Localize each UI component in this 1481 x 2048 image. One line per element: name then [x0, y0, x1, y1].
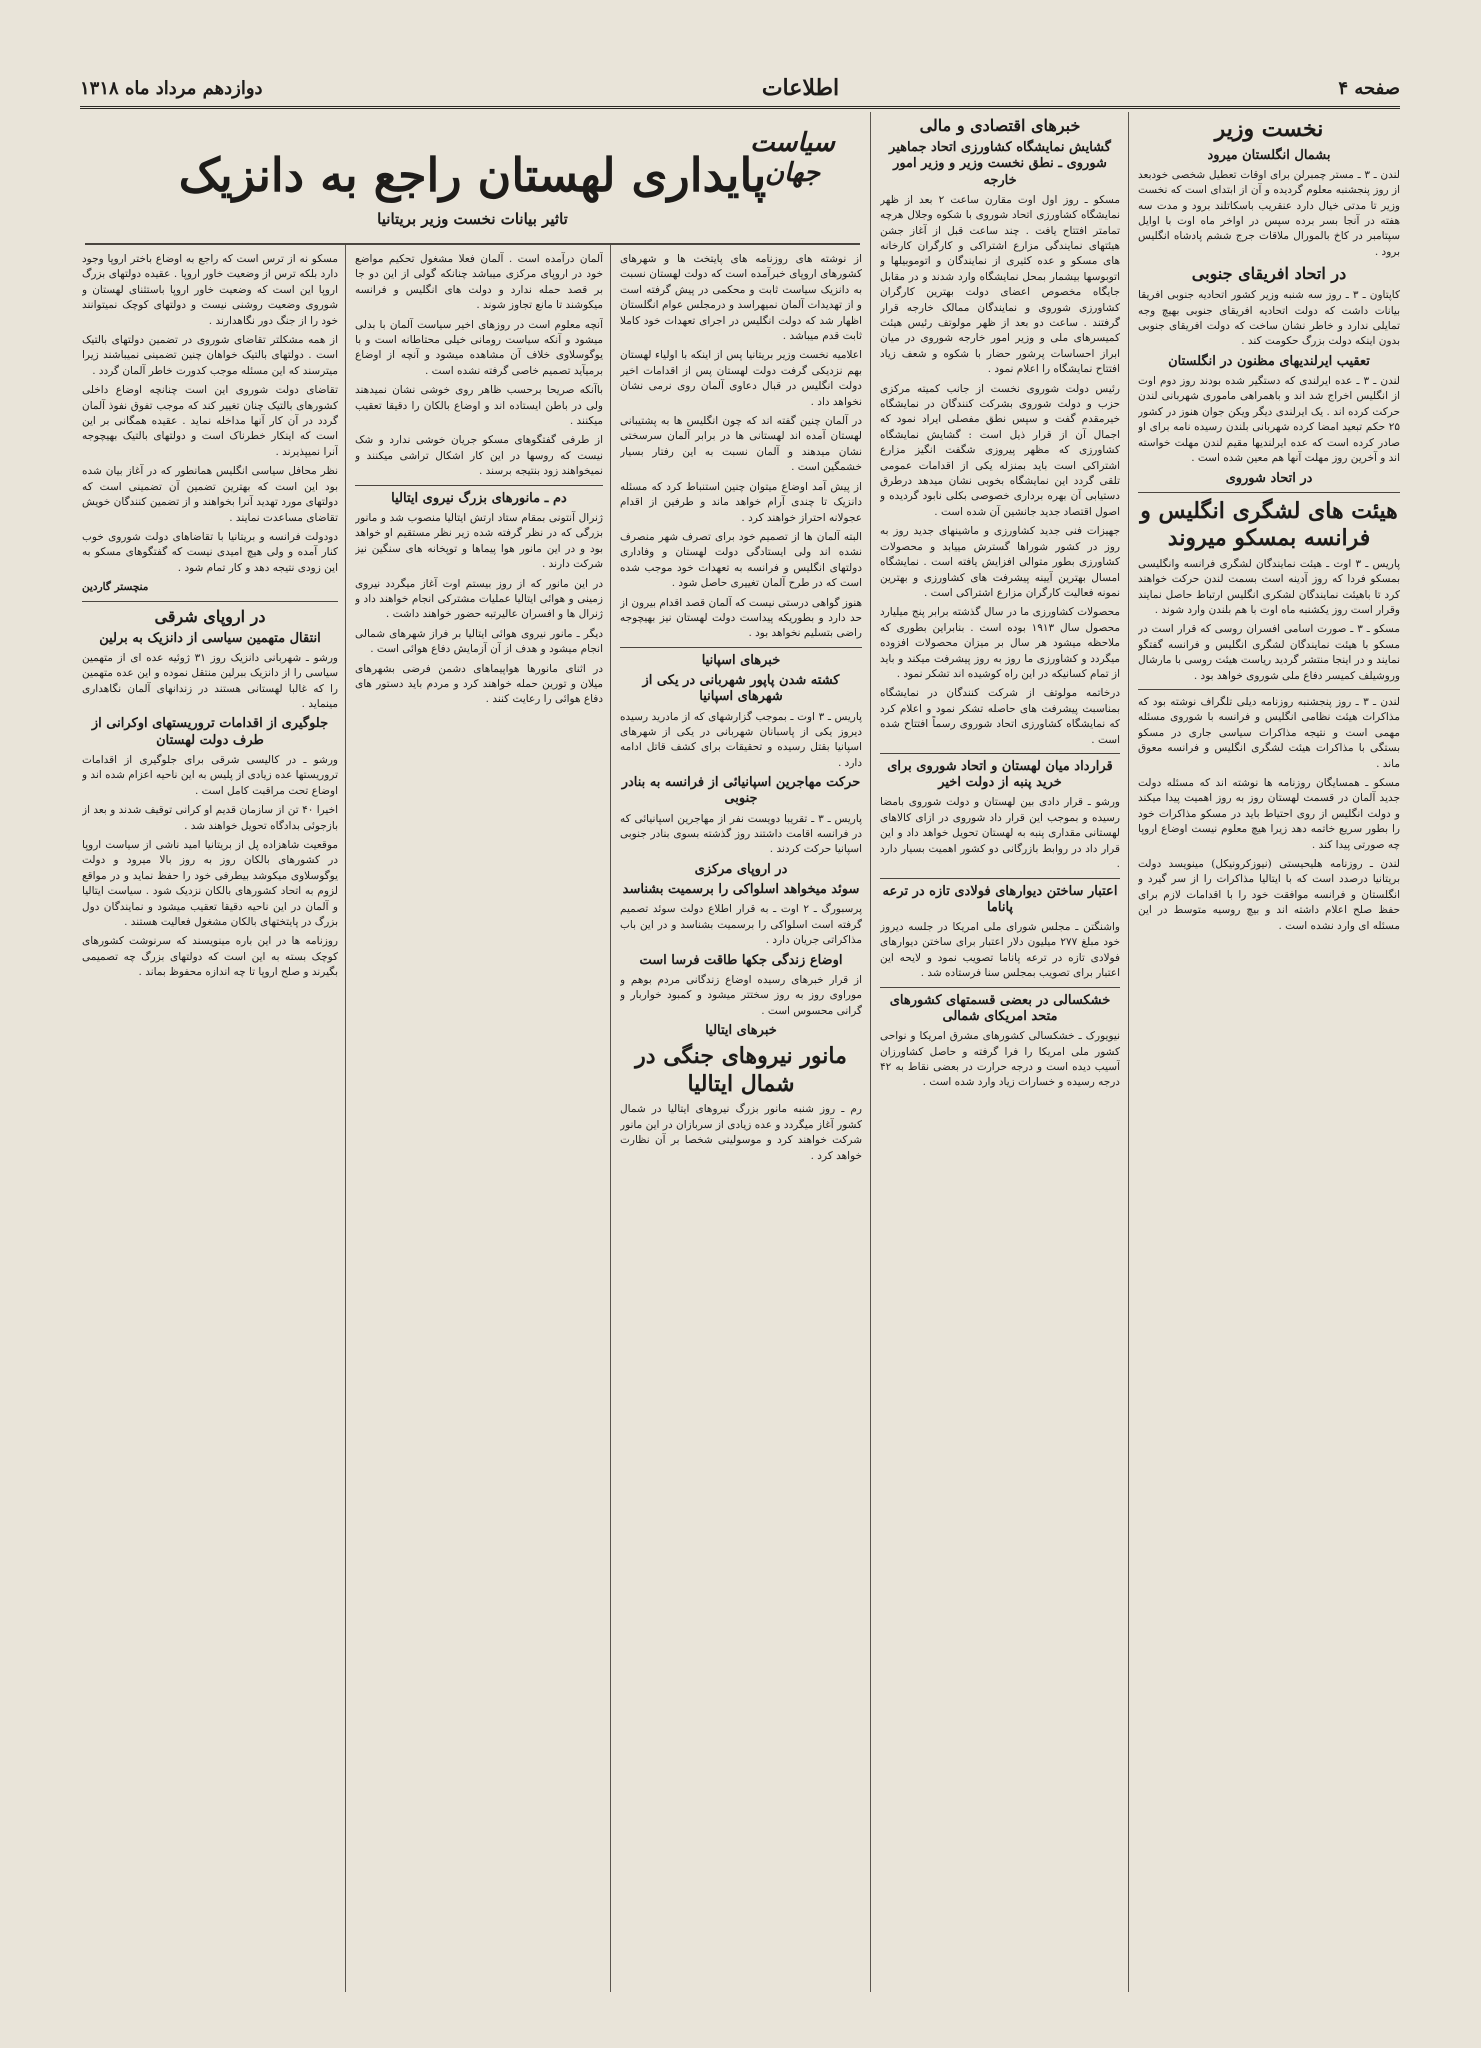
- divider: [355, 485, 603, 486]
- column-rule: [1128, 112, 1129, 1992]
- section-headline: خبرهای اسپانیا: [701, 652, 781, 668]
- banner: [85, 140, 860, 240]
- article-text: موقعیت شاهزاده پل از بریتانیا امید ناشی از سیاست اروپا در کشورهای بالکان روز به روز بالا میرود و دولت یوگوسلاوی میکوشد بیطرفی خود را حفظ نماید و در مواقع لزوم به اتحاد کشورهای بالکان نزدیک شود . سیاست ایتالیا و آلمان در این ناحیه دقیقا تعقیب میشود و نمایندگان دول بزرگ در پایتختهای بالکان مشغول فعالیت هستند .: [82, 838, 338, 928]
- article-text: پاریس ـ ۳ اوت ـ هیئت نمایندگان لشگری فرانسه وانگلیسی بمسکو فردا که روز آدینه است بسمت لندن حرکت خواهند کرد تا باهیئت نمایندگان لشکری انگلیس ارتباط حاصل نمایند وقرار است روز یکشنبه ماه اوت با هم بلندن وارد شوند .: [1138, 557, 1400, 616]
- article-source: منچستر گاردین: [82, 581, 149, 594]
- article-text: ورشو ـ شهربانی دانزیک روز ۳۱ ژوئیه عده ای از متهمین سیاسی را از دانزیک ببرلین منتقل نموده و این عده متهمین را که غالبا لهستانی هستند در زندانهای آلمان نگاهداری مینماید .: [82, 651, 338, 710]
- article-text: از قرار خبرهای رسیده اوضاع زندگانی مردم بوهم و موراوی روز به روز سختتر میشود و کمبود خواربار و گرانی محسوس است .: [620, 973, 862, 1017]
- article-text: اعلامیه نخست وزیر بریتانیا پس از اینکه با اولیاء لهستان بهم نزدیکی گرفت دولت لهستان پس از اقدامات اخیر دولت انگلیس در قبال دعاوی آلمان روی نرمی نشان نخواهد داد .: [620, 349, 862, 408]
- article-text: آنچه معلوم است در روزهای اخیر سیاست آلمان با بدلی میشود و آنکه سیاست رومانی خیلی محتاطانه است و با یوگوسلاوی خلاف آن مشاهده میشود و آنچه از اوضاع برمیآید تصمیم خاصی گرفته نشده است .: [355, 318, 603, 377]
- article-text: جهیزات فنی جدید کشاورزی و ماشینهای جدید روز به روز در کشور شوراها گسترش مییابد و محصولات کشاورزی بطور متوالی افزایش یافته است . نمایشگاه امسال بهترین آیینه پیشرفت های کشاورزی و بهترین نمونه فعالیت کارگران مزارع اشتراکی است .: [880, 525, 1120, 599]
- column-rule: [610, 245, 611, 1992]
- article-text: پرسبورگ ـ ۲ اوت ـ به قرار اطلاع دولت سوئد تصمیم گرفته است اسلواکی را برسمیت بشناسد و در این باب مذاکراتی جریان دارد .: [620, 903, 862, 947]
- article-text: البته آلمان ها از تصمیم خود برای تصرف شهر منصرف نشده اند ولی ایستادگی دولت لهستان و وفاداری دولتهای انگلیس و فرانسه به تعهدات خود موجب شده است که در طرح آلمان تغییری حاصل شود .: [620, 530, 862, 590]
- article-headline: سوئد میخواهد اسلواکی را برسمیت بشناسد: [622, 882, 860, 898]
- article-headline: کشته شدن پاپور شهربانی در یکی از شهرهای اسپانیا: [642, 673, 840, 705]
- issue-date: دوازدهم مرداد ماه ۱۳۱۸: [80, 77, 263, 99]
- section-headline: خبرهای اقتصادی و مالی: [919, 116, 1081, 135]
- divider: [85, 243, 860, 245]
- banner-headline: پایداری لهستان راجع به دانزیک: [178, 148, 767, 202]
- article-text: نظر محافل سیاسی انگلیس همانطور که در آغاز بیان شده بود این است که بهترین تضمین آن تضمینی است که دولتهای مورد تهدید آنرا بخواهند و از تضمین کنندگان خویش تقاضای مساعدت نمایند .: [82, 465, 338, 524]
- article-text: تقاضای دولت شوروی این است چنانچه اوضاع داخلی کشورهای بالتیک چنان تغییر کند که موجب تفوق نفوذ آلمان گردد در آن کار آنها مداخله نماید . عقیده همگانی بر این است که اینکار خطرناک است و دولتهای بالتیک بهیچوجه آنرا نمیپذیرند .: [82, 384, 338, 458]
- article-text: اخیرا ۴۰ تن از سازمان قدیم او کرانی توقیف شدند و بعد از بازجوئی بدادگاه تحویل خواهند شد .: [82, 804, 338, 832]
- article-headline: تعقیب ایرلندیهای مظنون در انگلستان: [1168, 353, 1370, 369]
- article-subheadline: بشمال انگلستان میرود: [1207, 147, 1331, 163]
- article-headline: اوضاع زندگی جکها طاقت فرسا است: [639, 952, 843, 968]
- article-headline: انتقال متهمین سیاسی از دانزیک به برلین: [99, 630, 321, 646]
- article-text: مسکو ـ ۳ ـ صورت اسامی افسران روسی که قرار است در مسکو با هیئت نمایندگان لشگری انگلیس و فرانسه گفتگو نمایند و در اینجا منتشر گردید ریاست هیئت روسی با مارشال وروشیلف کمیسر دفاع ملی شوروی خواهد بود .: [1138, 623, 1400, 682]
- newspaper-name: اطلاعات: [761, 75, 840, 101]
- article-text: روزنامه ها در این باره مینویسند که سرنوشت کشورهای کوچک بسته به این است که دولتهای بزرگ چه تصمیمی بگیرند و صلح اروپا تا چه اندازه محفوظ بماند .: [82, 935, 338, 979]
- article-text: در این مانور که از روز بیستم اوت آغاز میگردد نیروی زمینی و هوائی ایتالیا عملیات مشترکی انجام خواهند داد و ژنرال ها و افسران عالیرتبه حضور خواهند داشت .: [355, 577, 603, 621]
- page-number: صفحه ۴: [1338, 77, 1400, 99]
- article-text: لندن ـ روزنامه هلیحیستی (نیوزکرونیکل) مینویسد دولت بریتانیا درصدد است که با ایتالیا مذاکرات را از سر گیرد و انگلستان و فرانسه موافقت خود را با اقدامات لازم برای حفظ صلح اعلام داشته اند و بیچ روسیه متوسط در این مسئله ای وارد نشده است .: [1138, 858, 1400, 932]
- divider: [82, 601, 338, 602]
- column-2: [880, 112, 1120, 1992]
- article-text: دیگر ـ مانور نیروی هوائی ایتالیا بر فراز شهرهای شمالی انجام میشود و هدف از آن آزمایش دفاع هوائی است .: [355, 627, 603, 656]
- article-headline: دم ـ مانورهای بزرگ نیروی ایتالیا: [391, 490, 567, 506]
- article-text: ژنرال آنتونی بمقام ستاد ارتش ایتالیا منصوب شد و مانور بزرگی که در نظر گرفته شده زیر نظر مستقیم او خواهد بود و در این مانور هوا پیماها و توپخانه های سنگین نیز شرکت دارند .: [355, 511, 603, 571]
- column-rule: [345, 245, 346, 1992]
- article-headline: گشایش نمایشگاه کشاورزی اتحاد جماهیر شوروی ـ نطق نخست وزیر و وزیر امور خارجه: [889, 140, 1111, 188]
- section-headline: در اروپای شرقی: [154, 606, 266, 626]
- article-text: از طرفی گفتگوهای مسکو جریان خوشی ندارد و شک نیست که روسها در این کار اشکال تراشی میکنند و نمیخواهند زود بنتیجه برسند .: [355, 434, 603, 478]
- article-text: پاریس ـ ۳ اوت ـ بموجب گزارشهای که از مادرید رسیده دیروز یکی از پاسبانان شهربانی در یکی از شهرهای اسپانیا بقتل رسیده و تحقیقات برای کشف قاتل ادامه دارد .: [620, 710, 862, 769]
- masthead: [80, 70, 1400, 109]
- divider: [620, 647, 862, 648]
- section-headline: خبرهای ایتالیا: [705, 1023, 777, 1039]
- article-text: در آلمان چنین گفته اند که چون انگلیس ها به پشتیبانی لهستان آمده اند لهستانی ها در برابر آلمان سرسختی نشان میدهند و آلمان نسبت به این رفتار بسیار خشمگین است .: [620, 415, 862, 474]
- article-text: در اثنای مانورها هواپیماهای دشمن فرضی بشهرهای میلان و تورین حمله خواهند کرد و مردم باید دستور های دفاع هوائی را رعایت کنند .: [355, 662, 603, 706]
- article-text: واشنگتن ـ مجلس شورای ملی امریکا در جلسه دیروز خود مبلغ ۲۷۷ میلیون دلار اعتبار برای ساختن دیوارهای فولادی تازه در ترعه پاناما تصویب نمود و لایحه این اعتبار برای تصویب بمجلس سنا فرستاده شد .: [880, 921, 1120, 980]
- article-text: مسکو ـ همسایگان روزنامه ها نوشته اند که مسئله دولت جدید آلمان در قسمت لهستان روز به روز اهمیت پیدا میکند و دولت انگلیس از روی احتیاط باید در مسکو مذاکرات خود را بطور سریع خاتمه دهد زیرا هیچ معلوم نیست اوضاع اروپا چه صورتی پیدا کند .: [1138, 777, 1400, 851]
- article-headline: مانور نیروهای جنگی در شمال ایتالیا: [635, 1043, 847, 1097]
- section-title: سیاست جهان: [750, 128, 835, 188]
- article-headline: قرارداد میان لهستان و اتحاد شوروی برای خرید پنبه از دولت اخیر: [887, 758, 1113, 791]
- article-text: دودولت فرانسه و بریتانیا با تقاضاهای دولت شوروی خوب کنار آمده و ولی هیچ امیدی نیست که گفتگوهای مسکو به این زودی نتیجه دهد و کار تمام شود .: [82, 530, 338, 574]
- article-text: لندن ـ ۳ ـ عده ایرلندی که دستگیر شده بودند روز دوم اوت از انگلیس اخراج شد اند و باهمراهی ماموری شهربانی لندن حرکت کرده اند . یک ایرلندی دیگر ویکن جوان هنوز در کشور ۲۵ حکم تبعید امضا کرده شهربانی بلندن رسیده نامه برای او صادر کرده است که عده ایرلندیها مقیم لندن مهلت خواسته اند و آخرین روز مهلت آنها هم معین شده است .: [1138, 375, 1400, 465]
- article-headline: نخست وزیر: [1214, 116, 1324, 142]
- divider: [880, 878, 1120, 879]
- article-text: لندن ـ ۳ ـ روز پنجشنبه روزنامه دیلی تلگراف نوشته بود که مذاکرات هیئت نظامی انگلیس و فرانسه با شوروی مسئله مهمی است و نتیجه مذاکرات سیاسی جاری در مسکو بستگی با مذاکرات هیئت لشگری انگلیس و فرانسه معوق ماند .: [1138, 696, 1400, 770]
- article-text: از همه مشکلتر تقاضای شوروی در تضمین دولتهای بالتیک است . دولتهای بالتیک خواهان چنین تضمینی نمیباشند زیرا میترسند که این مسئله موجب کدورت خاطر آلمان گردد .: [82, 334, 338, 377]
- article-text: لندن ـ ۳ ـ مستر چمبرلن برای اوقات تعطیل شخصی خودبعد از روز پنجشنبه معلوم گردیده و آن از ابتدای است که نخست وزیر تا مدتی خیال دارد عنقریب باسکاتلند برود و مدت سه هفته در آنجا بسر برده سپس در اواخر ماه اوت با اوایل سپتامبر در کاخ بالمورال ملاقات جرج ششم پادشاه انگلیس برود .: [1138, 168, 1400, 258]
- article-text: باآنکه صریحا برحسب ظاهر روی خوشی نشان نمیدهند ولی در باطن ایستاده اند و اوضاع بالکان را دقیقا تعقیب میکنند .: [355, 384, 603, 428]
- article-text: پاریس ـ ۳ ـ تقریبا دویست نفر از مهاجرین اسپانیائی که در فرانسه اقامت داشتند روز گذشته بسوی بنادر جنوبی اسپانیا حرکت کردند .: [620, 812, 862, 856]
- article-text: مسکو ـ روز اول اوت مقارن ساعت ۲ بعد از ظهر نمایشگاه کشاورزی اتحاد شوروی با شکوه وجلال هرچه تمامتر افتتاح یافت . چند ساعت قبل از آغاز جشن هیئتهای نمایندگی مزارع اشتراکی و کارگران کارخانه های مسکو و عده کثیری از نمایندگان و اتوموبیلها و اتوبوسها بیشمار بمحل نمایشگاه وارد شدند و در مقابل جایگاه مخصوص اعضای دولت بهترین کارگران کشاورزی شوروی و نمایندگان ممالک خارجه قرار گرفتند . ساعت دو بعد از ظهر مولوتف رئیس هیئت کمیسرهای ملی و وزیر امور خارجه شوروی در میان ابراز احساسات پرشور حضار با شکوه و شعف زیاد افتتاح نمایشگاه را اعلام نمود .: [880, 193, 1120, 376]
- section-headline: در اروپای مرکزی: [694, 861, 788, 877]
- article-text: ورشو ـ قرار دادی بین لهستان و دولت شوروی بامضا رسیده و بموجب این قرار داد شوروی در ازای کالاهای لهستانی مقداری پنبه به لهستان تحویل خواهد داد و این قرار داد در روابط بازرگانی دو کشور اهمیت بسیار دارد .: [880, 796, 1120, 871]
- article-text: از پیش آمد اوضاع میتوان چنین استنباط کرد که مسئله دانزیک تا چندی آرام خواهد ماند و طرفین از اقدام عجولانه احتراز خواهند کرد .: [620, 480, 862, 524]
- article-headline: جلوگیری از اقدامات تروریستهای اوکرانی از طرف دولت لهستان: [91, 716, 329, 748]
- article-headline: حرکت مهاجرین اسپانیائی از فرانسه به بنادر جنوبی: [621, 775, 861, 807]
- article-text: درخاتمه مولوتف از شرکت کنندگان در نمایشگاه بمناسبت پیشرفت های حاصله تشکر نمود و اعلام کرد که نمایشگاه کشاورزی اتحاد شوروی رسماً افتتاح شده است .: [880, 687, 1120, 746]
- article-text: محصولات کشاورزی ما در سال گذشته برابر پنج میلیارد محصول سال ۱۹۱۳ بوده است . بنابراین بطوری که ملاحظه میشود هر سال بر میزان محصولات افزوده میگردد و کشاورزی ما روز به روز پیشرفت میکند و باید از تمام کسانیکه در این راه کوشیده اند تشکر نمود .: [880, 606, 1120, 680]
- article-headline: اعتبار ساختن دیوارهای فولادی تازه در ترعه پاناما: [882, 883, 1118, 915]
- section-headline: در اتحاد شوروی: [1225, 470, 1313, 486]
- article-text: هنوز گواهی درستی نیست که آلمان قصد اقدام بیرون از حد دارد و بطوریکه پیداست دولت لهستان نیز بهیچوجه راضی بتسلیم نخواهد بود .: [620, 596, 862, 640]
- article-text: آلمان درآمده است . آلمان فعلا مشغول تحکیم مواضع خود در اروپای مرکزی میباشد چنانکه گولی از این دو جا بر قصد حمله ندارد و دولت های انگلیس و فرانسه میکوشند تا مانع تجاوز شوند .: [355, 253, 603, 312]
- divider: [1138, 689, 1400, 690]
- article-headline: خشکسالی در بعضی قسمتهای کشورهای متحد امریکای شمالی: [889, 992, 1111, 1024]
- column-5: [82, 252, 338, 1992]
- article-text: از نوشته های روزنامه های پایتخت ها و شهرهای کشورهای اروپای خبرآمده است که دولت لهستان نسبت به دانزیک سیاست ثابت و محکمی در پیش گرفته است و از تهدیدات آلمان نمیهراسد و درمجلس عوام انگلستان اظهار شد که دولت انگلیس در اجرای تعهدات خود کاملا ثابت قدم میباشد .: [620, 253, 862, 343]
- article-text: رم ـ روز شنبه مانور بزرگ نیروهای ایتالیا در شمال کشور آغاز میگردد و عده زیادی از سربازان در این مانور شرکت خواهند کرد و موسولینی شخصا بر آن نظارت خواهد کرد .: [620, 1103, 862, 1162]
- column-3: [620, 252, 862, 1992]
- article-text: رئیس دولت شوروی نخست از جانب کمیته مرکزی حزب و دولت شوروی بشرکت کنندگان در نمایشگاه خیرمقدم گفت و سپس نطق مفصلی ایراد نمود که اجمال آن از قرار ذیل است : گشایش نمایشگاه کشاورزی که مظهر پیروزی شگفت انگیز مزارع اشتراکی است باید بمنزله یکی از اقدامات عمومی تلقی گردد این نمایشگاه بخوبی نشان میدهد درطرق دستیابی آن بهره برداری خصوصی بکلی نابود گردیده و اصول اقتصاد جدید جانشین آن شده است .: [880, 382, 1120, 518]
- article-text: کاپتاون ـ ۳ ـ روز سه شنبه وزیر کشور اتحادیه جنوبی افریقا بیانات داشت که دولت اتحادیه افریقای جنوبی بهیچ وجه تمایلی ندارد و خاطر نشان ساخت که دولت افریقای جنوبی بدون اینکه دولت بزرگ حکومت کند .: [1138, 289, 1400, 348]
- article-text: ورشو ـ در کالیسی شرقی برای جلوگیری از اقدامات تروریستها عده زیادی از پلیس به این ناحیه اعزام شده اند و اوضاع تحت مراقبت کامل است .: [82, 753, 338, 797]
- banner-subheadline: تاثیر بیانات نخست وزیر بریتانیا: [377, 210, 568, 228]
- article-headline: هیئت های لشگری انگلیس و فرانسه بمسکو میروند: [1140, 497, 1398, 552]
- article-text: نیویورک ـ خشکسالی کشورهای مشرق امریکا و نواحی کشور ملی امریکا را فرا گرفته و حاصل کشاورزان آسیب دیده است و درجه حرارت در بعضی نقاط به ۴۲ درجه رسیده و خسارات زیاد وارد شده است .: [880, 1030, 1120, 1089]
- column-1: [1138, 112, 1400, 1992]
- divider: [880, 987, 1120, 988]
- column-4: [355, 252, 603, 1992]
- article-headline: در اتحاد افریقای جنوبی: [1191, 264, 1347, 284]
- column-rule: [870, 112, 871, 1992]
- divider: [1138, 492, 1400, 493]
- article-text: مسکو نه از ترس است که راجع به اوضاع باختر اروپا وجود دارد بلکه ترس از وضعیت خاور اروپا . عقیده دولتهای بزرگ اروپا این است که وضعیت خاور اروپا باستثنای لهستان و شوروی وضعیت روشنی نیست و دولتهای کوچک نمیتوانند خود را از جنگ دور نگاهدارند .: [82, 253, 338, 327]
- divider: [880, 753, 1120, 754]
